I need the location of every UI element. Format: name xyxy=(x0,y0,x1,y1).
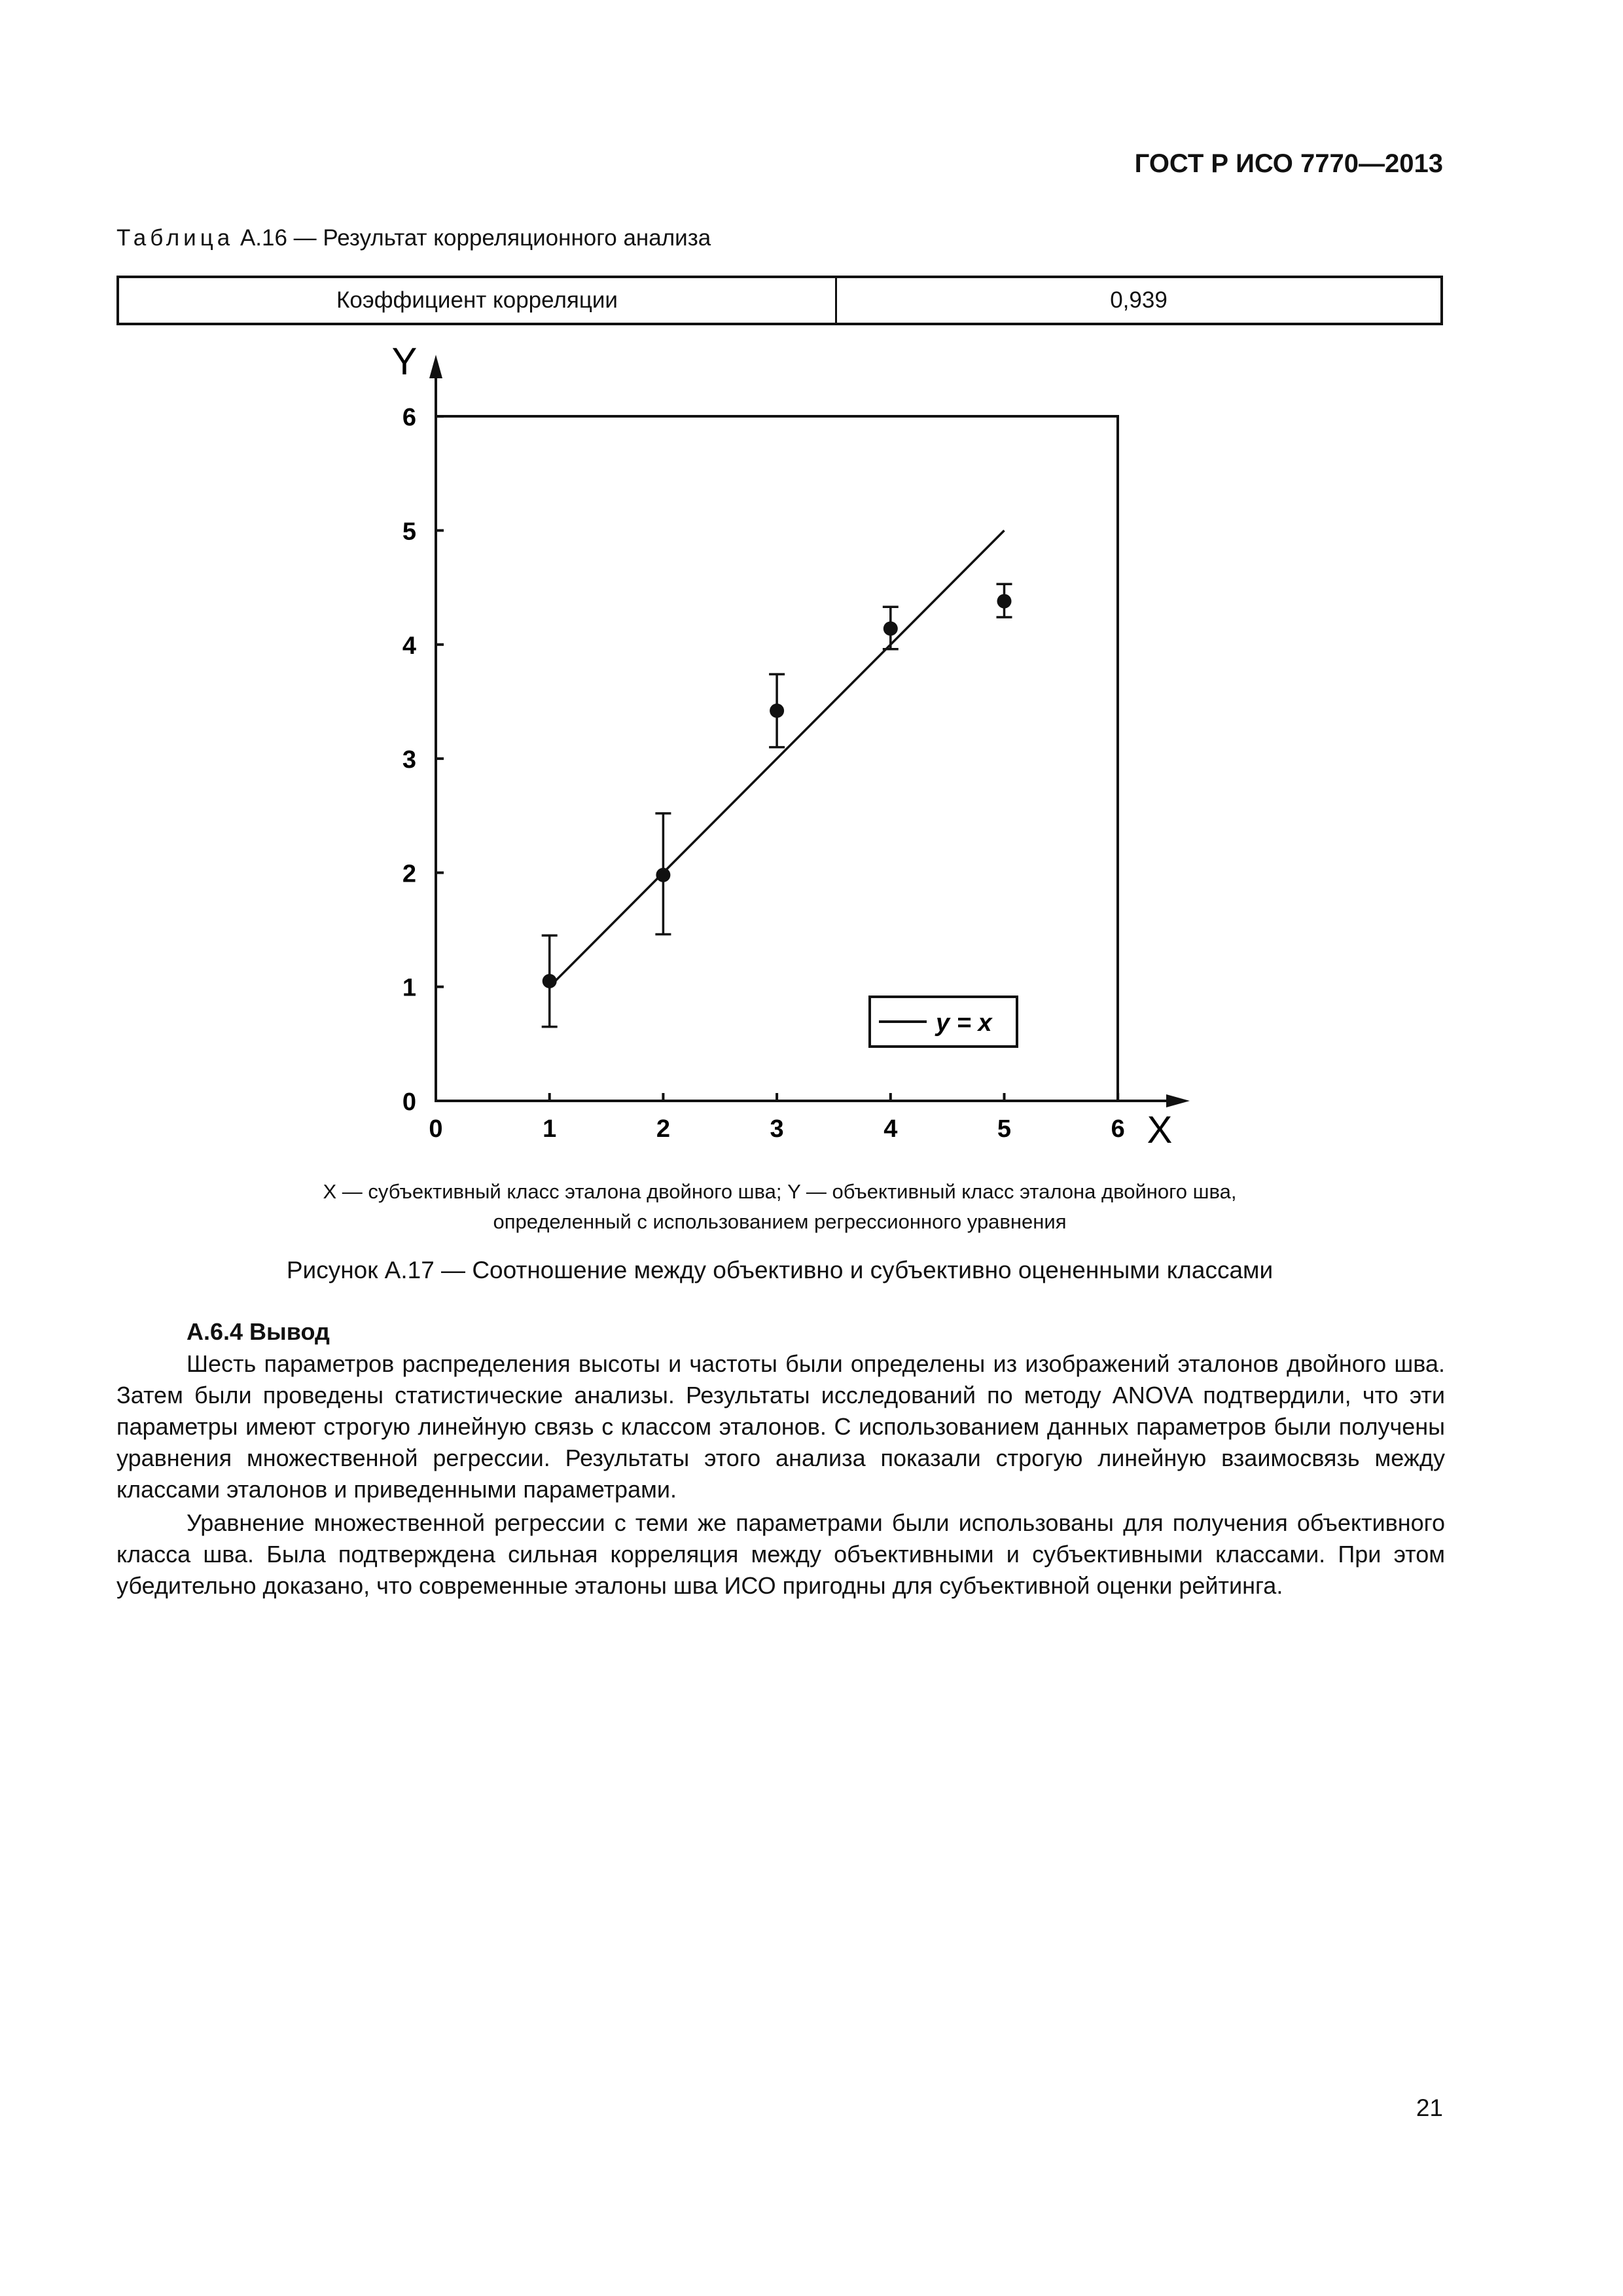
correlation-table xyxy=(116,276,1443,325)
x-tick-label: 4 xyxy=(883,1115,898,1143)
figure-legend-line-1: X — субъективный класс эталона двойного шва; Y — объективный класс эталона двойного шва, xyxy=(323,1180,1237,1203)
y-tick-label: 4 xyxy=(402,632,416,660)
table-caption xyxy=(116,225,711,251)
table-caption-title: А.16 — Результат корреляционного анализа xyxy=(234,225,711,251)
figure-caption: Рисунок А.17 — Соотношение между объективно и субъективно оцененными классами xyxy=(286,1257,1274,1283)
x-tick-label: 6 xyxy=(1111,1115,1125,1143)
data-point xyxy=(656,868,670,882)
x-tick-label: 5 xyxy=(997,1115,1012,1143)
data-point xyxy=(543,974,557,988)
paragraph-2-text: Уравнение множественной регрессии с теми же параметрами были использованы для получения объективного класса шва. Была подтверждена сильная корреляция между объективными и субъективными классами. При этом убедительно доказано, что современные эталоны шва ИСО пригодны для субъективной оценки рейтинга. xyxy=(116,1509,1445,1599)
x-tick-label: 2 xyxy=(656,1115,670,1143)
data-point xyxy=(770,704,784,718)
y-tick-label: 5 xyxy=(402,518,416,546)
standard-designation: ГОСТ Р ИСО 7770—2013 xyxy=(1134,149,1443,178)
section-title: А.6.4 Вывод xyxy=(187,1318,330,1345)
x-axis-arrow xyxy=(1166,1094,1190,1107)
x-axis-title: X xyxy=(1147,1109,1173,1151)
y-tick-label: 3 xyxy=(402,746,416,774)
x-tick-label: 3 xyxy=(770,1115,784,1143)
reference-line xyxy=(550,531,1005,987)
data-point xyxy=(997,594,1012,609)
page-number: 21 xyxy=(1416,2094,1443,2121)
correlation-label-cell: Коэффициент корреляции xyxy=(119,278,837,323)
y-tick-label: 0 xyxy=(402,1088,416,1116)
figure-legend xyxy=(116,1177,1443,1237)
y-tick-label: 1 xyxy=(402,974,416,1002)
correlation-chart xyxy=(366,340,1257,1158)
y-axis-arrow xyxy=(429,355,442,378)
y-tick-label: 6 xyxy=(402,404,416,432)
x-tick-label: 0 xyxy=(429,1115,443,1143)
paragraph-1 xyxy=(116,1348,1445,1505)
x-tick-label: 1 xyxy=(543,1115,557,1143)
table-caption-prefix: Таблица xyxy=(116,225,234,251)
paragraph-2 xyxy=(116,1507,1445,1602)
y-axis-title: Y xyxy=(391,340,418,383)
data-point xyxy=(883,621,898,636)
figure-legend-line-2: определенный с использованием регрессионного уравнения xyxy=(493,1210,1067,1233)
correlation-value-cell: 0,939 xyxy=(1110,287,1168,313)
legend-label: y = x xyxy=(936,1009,992,1037)
paragraph-1-text: Шесть параметров распределения высоты и частоты были определены из изображений эталонов двойного шва. Затем были проведены статистические анализы. Результаты исследований по методу ANOVA подтвердили, что эти параметры имеют строгую линейную связь с классом эталонов. С использованием данных параметров были получены уравнения множественной регрессии. Результаты этого анализа показали строгую линейную взаимосвязь между классами эталонов и приведенными параметрами. xyxy=(116,1350,1445,1503)
y-tick-label: 2 xyxy=(402,860,416,888)
